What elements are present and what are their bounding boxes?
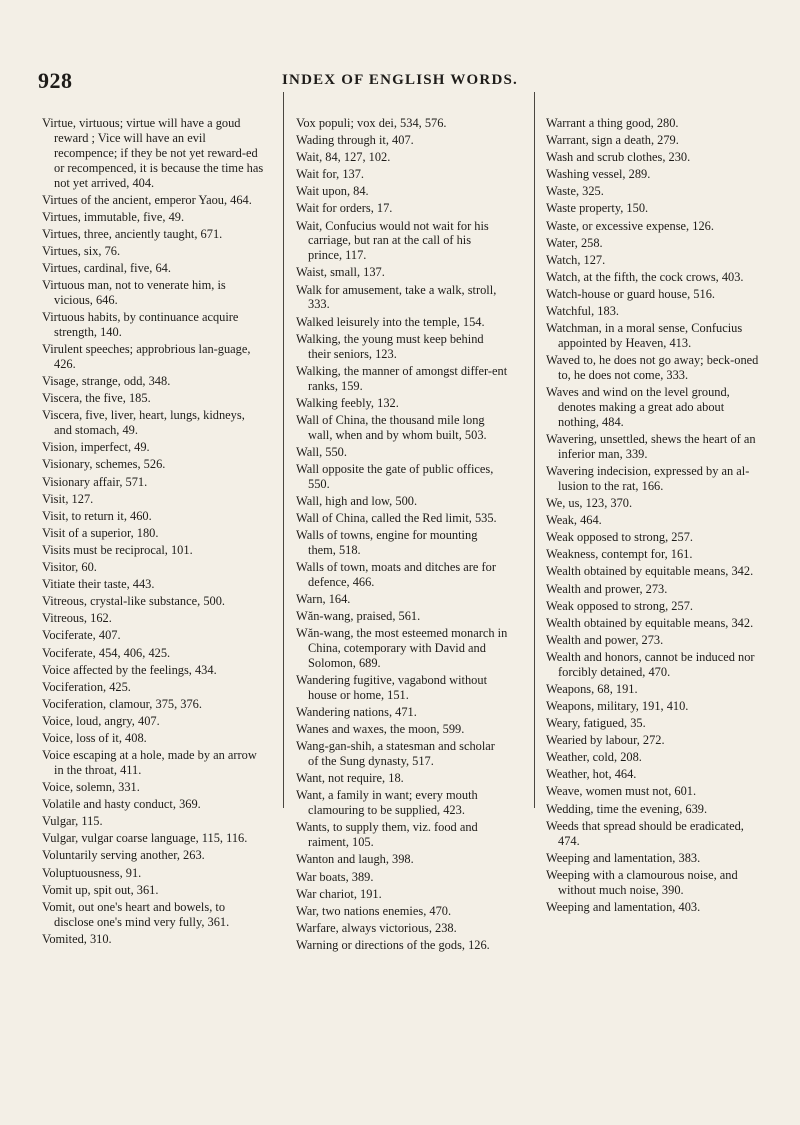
index-entry: Wall, 550. bbox=[296, 444, 347, 459]
index-entry: Visit of a superior, 180. bbox=[42, 525, 159, 540]
index-entry: Walking, the manner of amongst differ-ent ranks, 159. bbox=[296, 363, 508, 393]
index-entry: Wealth and honors, cannot be induced nor forcibly detained, 470. bbox=[546, 649, 755, 679]
column-divider bbox=[283, 92, 284, 808]
index-entry: Virtuous habits, by continuance acquire strength, 140. bbox=[42, 310, 239, 340]
index-entry: Warn, 164. bbox=[296, 592, 351, 607]
index-entry: Vociferation, 425. bbox=[42, 679, 131, 694]
index-entry: Waved to, he does not go away; beck-oned to, he does not come, 333. bbox=[546, 353, 759, 383]
index-entry: Wăn-wang, praised, 561. bbox=[296, 609, 421, 624]
index-entry: Watchman, in a moral sense, Confucius appointed by Heaven, 413. bbox=[546, 321, 743, 351]
index-entry: Warning or directions of the gods, 126. bbox=[296, 937, 490, 952]
index-entry: Vomit, out one's heart and bowels, to disclose one's mind very fully, 361. bbox=[42, 899, 230, 929]
index-entry: Virtues, cardinal, five, 64. bbox=[42, 261, 171, 276]
index-entry: War, two nations enemies, 470. bbox=[296, 903, 452, 918]
index-entry: Virtue, virtuous; virtue will have a goud reward ; Vice will have an evil recompence; if they be not yet reward-ed or recompenced, it is because the time has not yet arrived, 404. bbox=[42, 116, 264, 190]
index-entry: Voice escaping at a hole, made by an arrow in the throat, 411. bbox=[42, 748, 257, 777]
index-entry: Viscera, the five, 185. bbox=[42, 391, 151, 406]
index-entry: Weapons, 68, 191. bbox=[546, 681, 638, 696]
index-entry: Weeping and lamentation, 383. bbox=[546, 850, 701, 865]
index-entry: Water, 258. bbox=[546, 235, 603, 250]
index-entry: Weakness, contempt for, 161. bbox=[546, 547, 693, 562]
index-entry: Walking feebly, 132. bbox=[296, 395, 399, 410]
index-entry: Voluptuousness, 91. bbox=[42, 865, 142, 880]
index-entry: Walked leisurely into the temple, 154. bbox=[296, 314, 485, 329]
index-entry: War chariot, 191. bbox=[296, 886, 382, 901]
index-entry: Waist, small, 137. bbox=[296, 265, 385, 280]
index-entry: Voice, solemn, 331. bbox=[42, 780, 140, 795]
index-entry: Wanes and waxes, the moon, 599. bbox=[296, 722, 465, 737]
index-column-3 bbox=[546, 116, 762, 917]
index-entry: Voice, loss of it, 408. bbox=[42, 730, 147, 745]
index-entry: Wavering, unsettled, shews the heart of an inferior man, 339. bbox=[546, 432, 756, 461]
index-entry: Weak opposed to strong, 257. bbox=[546, 598, 693, 613]
index-entry: Vitreous, crystal-like substance, 500. bbox=[42, 594, 226, 609]
index-entry: Visionary affair, 571. bbox=[42, 474, 148, 489]
index-entry: Volatile and hasty conduct, 369. bbox=[42, 797, 201, 812]
index-entry: Vitreous, 162. bbox=[42, 611, 112, 626]
index-entry: Weary, fatigued, 35. bbox=[546, 716, 646, 731]
index-entry: Wait, 84, 127, 102. bbox=[296, 150, 391, 165]
index-entry: Voice affected by the feelings, 434. bbox=[42, 662, 217, 677]
index-entry: Vomit up, spit out, 361. bbox=[42, 882, 159, 897]
index-entry: Weather, hot, 464. bbox=[546, 767, 637, 782]
index-entry: Viscera, five, liver, heart, lungs, kidneys, and stomach, 49. bbox=[42, 408, 245, 438]
index-entry: Warrant, sign a death, 279. bbox=[546, 133, 679, 148]
index-entry: Wait for, 137. bbox=[296, 167, 365, 182]
index-entry: Wall opposite the gate of public offices, 550. bbox=[296, 461, 494, 491]
index-entry: Virtues, six, 76. bbox=[42, 244, 121, 258]
index-entry: Visits must be reciprocal, 101. bbox=[42, 542, 193, 557]
index-entry: Wanton and laugh, 398. bbox=[296, 852, 414, 867]
index-entry: Virtuous man, not to venerate him, is vicious, 646. bbox=[42, 278, 226, 308]
index-entry: Wading through it, 407. bbox=[296, 133, 414, 148]
index-entry: Wait for orders, 17. bbox=[296, 201, 393, 216]
index-entry: Vulgar, vulgar coarse language, 115, 116. bbox=[42, 831, 248, 846]
index-entry: Weave, women must not, 601. bbox=[546, 784, 697, 799]
page-number: 928 bbox=[38, 68, 73, 93]
column-divider bbox=[534, 92, 535, 808]
index-entry: Warrant a thing good, 280. bbox=[546, 116, 679, 130]
index-column-1 bbox=[42, 116, 264, 949]
index-column-2 bbox=[296, 116, 508, 955]
index-entry: Visionary, schemes, 526. bbox=[42, 457, 166, 472]
index-entry: Waste, 325. bbox=[546, 184, 604, 199]
index-entry: Visit, 127. bbox=[42, 491, 94, 506]
index-entry: Walk for amusement, take a walk, stroll, 333. bbox=[296, 282, 497, 312]
running-head: INDEX OF ENGLISH WORDS. bbox=[282, 72, 518, 88]
index-entry: Weak, 464. bbox=[546, 513, 602, 528]
index-entry: Washing vessel, 289. bbox=[546, 167, 651, 182]
index-entry: Waves and wind on the level ground, denotes making a great ado about nothing, 484. bbox=[546, 385, 730, 429]
index-entry: Virtues of the ancient, emperor Yaou, 464. bbox=[42, 192, 252, 207]
index-entry: Watch, 127. bbox=[546, 252, 606, 267]
index-entry: Vulgar, 115. bbox=[42, 814, 103, 829]
index-entry: Wang-gan-shih, a statesman and scholar of the Sung dynasty, 517. bbox=[296, 739, 495, 769]
index-entry: Walls of towns, engine for mounting them, 518. bbox=[296, 528, 478, 557]
index-entry: Virtues, three, anciently taught, 671. bbox=[42, 226, 223, 241]
index-entry: Weeping and lamentation, 403. bbox=[546, 899, 701, 914]
index-entry: Want, a family in want; every mouth clamouring to be supplied, 423. bbox=[296, 788, 478, 818]
index-entry: Weeping with a clamourous noise, and without much noise, 390. bbox=[546, 867, 738, 897]
index-entry: Virtues, immutable, five, 49. bbox=[42, 209, 185, 224]
index-entry: Vociferate, 407. bbox=[42, 628, 121, 643]
index-entry: Waste property, 150. bbox=[546, 201, 649, 216]
index-entry: Voice, loud, angry, 407. bbox=[42, 713, 160, 728]
index-entry: Wants, to supply them, viz. food and raiment, 105. bbox=[296, 820, 478, 850]
index-entry: Visage, strange, odd, 348. bbox=[42, 374, 171, 389]
index-entry: Vox populi; vox dei, 534, 576. bbox=[296, 116, 447, 130]
index-entry: Weapons, military, 191, 410. bbox=[546, 698, 689, 713]
index-entry: Walking, the young must keep behind their seniors, 123. bbox=[296, 331, 484, 361]
index-entry: Visit, to return it, 460. bbox=[42, 508, 152, 523]
index-entry: Vomited, 310. bbox=[42, 931, 112, 946]
index-entry: Weak opposed to strong, 257. bbox=[546, 530, 693, 545]
index-entry: Wandering fugitive, vagabond without house or home, 151. bbox=[296, 673, 488, 703]
index-entry: Wearied by labour, 272. bbox=[546, 733, 665, 748]
index-entry: Waste, or excessive expense, 126. bbox=[546, 218, 714, 233]
index-entry: Wall, high and low, 500. bbox=[296, 493, 418, 508]
index-entry: Wealth obtained by equitable means, 342. bbox=[546, 564, 754, 579]
index-entry: Wealth and power, 273. bbox=[546, 632, 664, 647]
index-entry: Vociferation, clamour, 375, 376. bbox=[42, 696, 202, 711]
index-entry: Watchful, 183. bbox=[546, 304, 619, 319]
index-entry: Vitiate their taste, 443. bbox=[42, 577, 155, 592]
index-entry: Wavering indecision, expressed by an al-lusion to the rat, 166. bbox=[546, 464, 750, 493]
index-entry: Wedding, time the evening, 639. bbox=[546, 801, 708, 816]
index-entry: Want, not require, 18. bbox=[296, 771, 404, 786]
index-entry: Watch-house or guard house, 516. bbox=[546, 286, 715, 301]
index-entry: Visitor, 60. bbox=[42, 560, 97, 575]
index-entry: Vociferate, 454, 406, 425. bbox=[42, 645, 171, 660]
index-entry: Vision, imperfect, 49. bbox=[42, 440, 150, 455]
index-entry: Watch, at the fifth, the cock crows, 403. bbox=[546, 269, 744, 284]
index-entry: Wăn-wang, the most esteemed monarch in China, cotemporary with David and Solomon, 689. bbox=[296, 626, 508, 671]
index-entry: We, us, 123, 370. bbox=[546, 496, 633, 511]
index-entry: Wall of China, called the Red limit, 535. bbox=[296, 510, 497, 525]
index-entry: Voluntarily serving another, 263. bbox=[42, 848, 205, 863]
index-entry: Wait, Confucius would not wait for his carriage, but ran at the call of his prince, 117. bbox=[296, 218, 489, 263]
index-entry: War boats, 389. bbox=[296, 869, 374, 884]
index-entry: Virulent speeches; approbrious lan-guage, 426. bbox=[42, 342, 251, 372]
index-entry: Wealth obtained by equitable means, 342. bbox=[546, 615, 754, 630]
index-entry: Weeds that spread should be eradicated, 474. bbox=[546, 818, 744, 848]
index-entry: Walls of town, moats and ditches are for defence, 466. bbox=[296, 560, 496, 589]
index-entry: Weather, cold, 208. bbox=[546, 750, 642, 765]
index-entry: Wealth and prower, 273. bbox=[546, 581, 668, 596]
index-entry: Wall of China, the thousand mile long wall, when and by whom built, 503. bbox=[296, 412, 487, 442]
index-entry: Wandering nations, 471. bbox=[296, 705, 417, 720]
index-entry: Wait upon, 84. bbox=[296, 184, 369, 199]
index-entry: Wash and scrub clothes, 230. bbox=[546, 150, 691, 165]
index-entry: Warfare, always victorious, 238. bbox=[296, 920, 457, 935]
